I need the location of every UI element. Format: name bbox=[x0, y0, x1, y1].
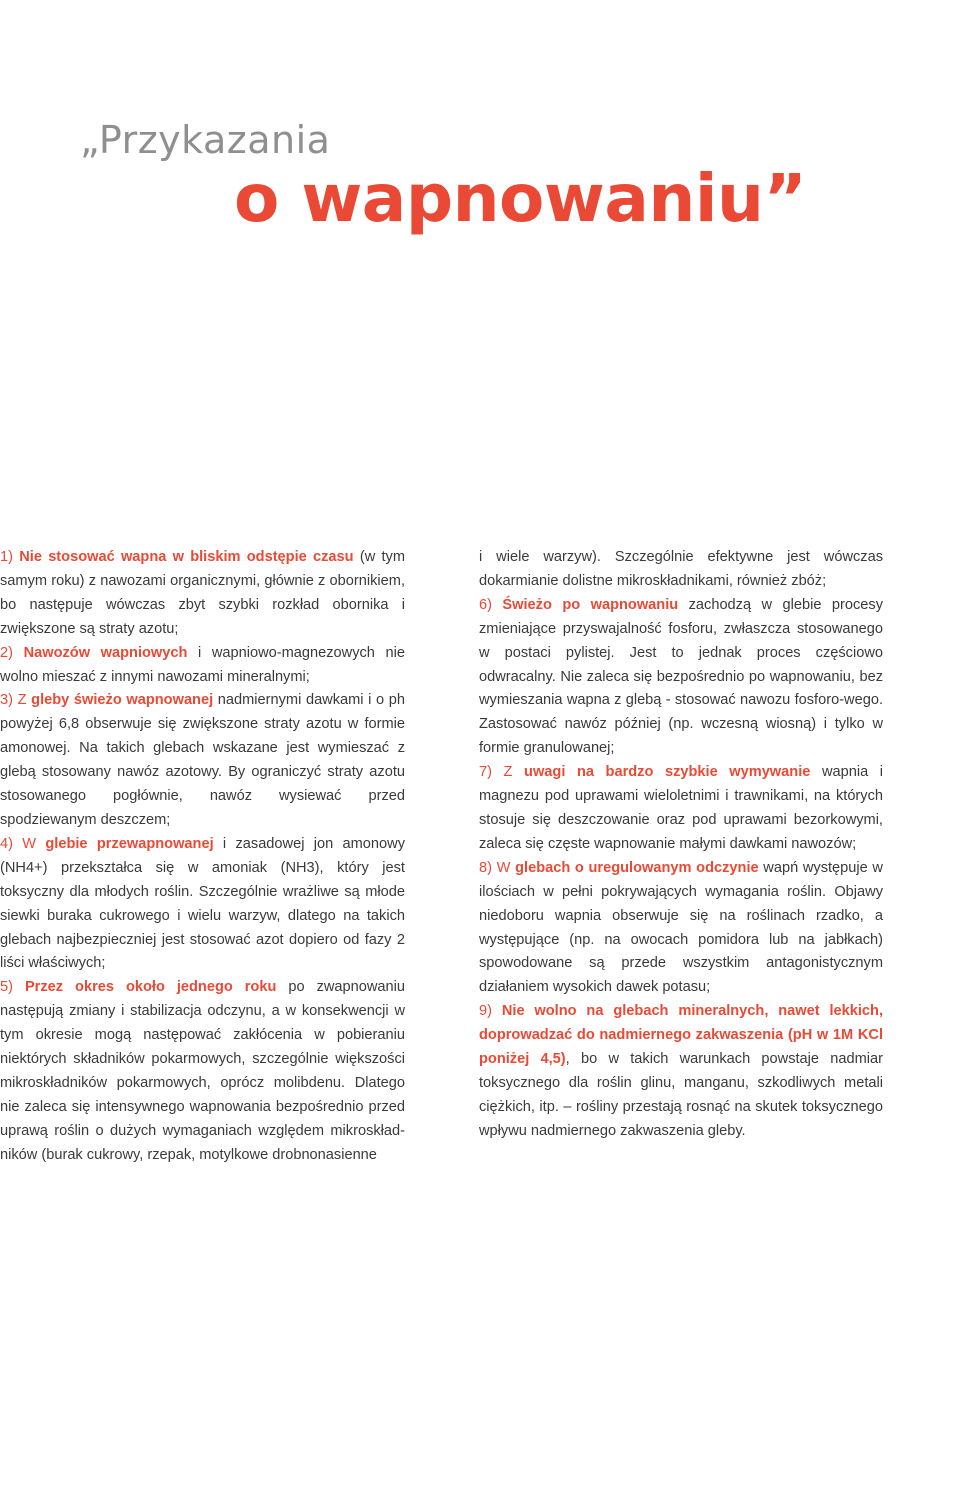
item-3-number: 3) Z bbox=[0, 692, 32, 709]
item-2-text: i wapniowo-magnezowych nie wolno mieszać z innymi nawozami mineralnymi; bbox=[0, 644, 405, 685]
item-5-highlight: Przez okres około jednego roku bbox=[24, 979, 277, 996]
item-3-text: nadmiernymi dawkami i o ph powyżej 6,8 obserwuje się zwiększone straty azotu w formie amonowej. Na takich glebach wskazane jest wymieszać z glebą stosowany nawóz azotowy. By ograniczyć straty azotu stosowanego pogłównie, nawóz wysiewać przed spodziewanym deszczem; bbox=[0, 692, 406, 828]
item-8-text: wapń występuje w ilościach w pełni pokrywających wymagania roślin. Objawy niedoboru wapnia obserwuje się na roślinach rzadko, a występujące (np. na owocach pomidora lub na jabłkach) spowodowane są przede wszystkim antagonistycznym działaniem wysokich dawek potasu; bbox=[479, 859, 883, 996]
title-line-1: „Przykazania bbox=[80, 118, 331, 162]
item-5-text-part-2: i wiele warzyw). Szczególnie efektywne jest wówczas dokarmianie dolistne mikroskładnikami, również zbóż; bbox=[479, 549, 883, 589]
item-6 bbox=[479, 594, 883, 761]
item-2-highlight: Nawozów wapniowych bbox=[23, 644, 188, 661]
item-4 bbox=[0, 833, 405, 976]
item-7-highlight: uwagi na bardzo szybkie wymywanie bbox=[524, 764, 811, 781]
left-column bbox=[0, 546, 405, 1168]
item-6-text: zachodzą w glebie procesy zmieniające przyswajalność fosforu, zwłaszcza stosowanego w postaci pylistej. Jest to jednak proces częściowo odwracalny. Nie zaleca się bezpośrednio po wapnowaniu, bez wymieszania wapna z glebą - stosować nawozu fosforo-wego. Zastosować nawóz później (np. wczesną wiosną) i tylko w formie granulowanej; bbox=[479, 596, 884, 757]
item-4-highlight: glebie przewapnowanej bbox=[45, 835, 214, 852]
item-5-text-part-1: po zwapnowaniu następują zmiany i stabilizacja odczynu, a w konsekwencji w tym okresie mogą następować zakłócenia w pobieraniu niektórych składników pokarmowych, szczególnie większości mikroskładników pokarmowych, oprócz molibdenu. Dlatego nie zaleca się intensywnego wapnowania bezpośrednio przed uprawą roślin o dużych wymaganiach względem mikroskład-ników (burak cukrowy, rzepak, motylkowe drobnonasienne bbox=[0, 979, 405, 1163]
item-1 bbox=[0, 546, 405, 642]
title-line-2: o wapnowaniu” bbox=[234, 160, 807, 237]
item-3-highlight: gleby świeżo wapnowanej bbox=[31, 692, 214, 709]
item-9-text: , bo w takich warunkach powstaje nadmiar toksycznego dla roślin glinu, manganu, szkodliwych metali ciężkich, itp. – rośliny przestają rosnąć na skutek toksycznego wpływu nadmiernego zakwaszenia gleby. bbox=[479, 1051, 883, 1139]
item-7-number: 7) Z bbox=[479, 764, 525, 781]
item-5-number: 5) bbox=[0, 979, 25, 996]
item-1-highlight: Nie stosować wapna w bliskim odstępie czasu bbox=[19, 549, 354, 565]
item-6-highlight: Świeżo po wapnowaniu bbox=[502, 596, 679, 613]
item-4-number: 4) W bbox=[0, 835, 46, 852]
item-3 bbox=[0, 689, 405, 832]
item-7 bbox=[479, 761, 883, 857]
item-9-highlight: Nie wolno na glebach mineralnych, nawet lekkich, doprowadzać do nadmiernego zakwaszenia (pH w 1M KCl poniżej 4,5) bbox=[479, 1003, 884, 1068]
item-4-text: i zasadowej jon amonowy (NH4+) przekształca się w amoniak (NH3), który jest toksyczny dla młodych roślin. Szczególnie wrażliwe są młode siewki buraka cukrowego i wielu warzyw, dlatego na takich glebach najbezpieczniej jest stosować azot dopiero od fazy 2 liści właściwych; bbox=[0, 835, 405, 972]
item-1-text: (w tym samym roku) z nawozami organicznymi, głównie z obornikiem, bo następuje wówczas zbyt szybki rozkład obornika i zwiększone są straty azotu; bbox=[0, 549, 405, 637]
item-5-continued bbox=[479, 546, 883, 594]
item-2-number: 2) bbox=[0, 644, 24, 661]
item-8-highlight: glebach o uregulowanym odczynie bbox=[515, 859, 759, 876]
item-6-number: 6) bbox=[479, 596, 503, 613]
item-8-number: 8) W bbox=[479, 859, 516, 876]
item-1-number: 1) bbox=[0, 549, 20, 565]
item-2 bbox=[0, 642, 405, 690]
item-7-text: wapnia i magnezu pod uprawami wieloletnimi i trawnikami, na których stosuje się deszczowanie oraz pod uprawami bezorkowymi, zaleca się częste wapnowanie małymi dawkami nawozów; bbox=[479, 764, 883, 852]
item-5 bbox=[0, 976, 405, 1167]
right-column bbox=[479, 546, 883, 1144]
item-9-number: 9) bbox=[479, 1003, 502, 1020]
item-8 bbox=[479, 857, 883, 1000]
item-9 bbox=[479, 1000, 883, 1143]
